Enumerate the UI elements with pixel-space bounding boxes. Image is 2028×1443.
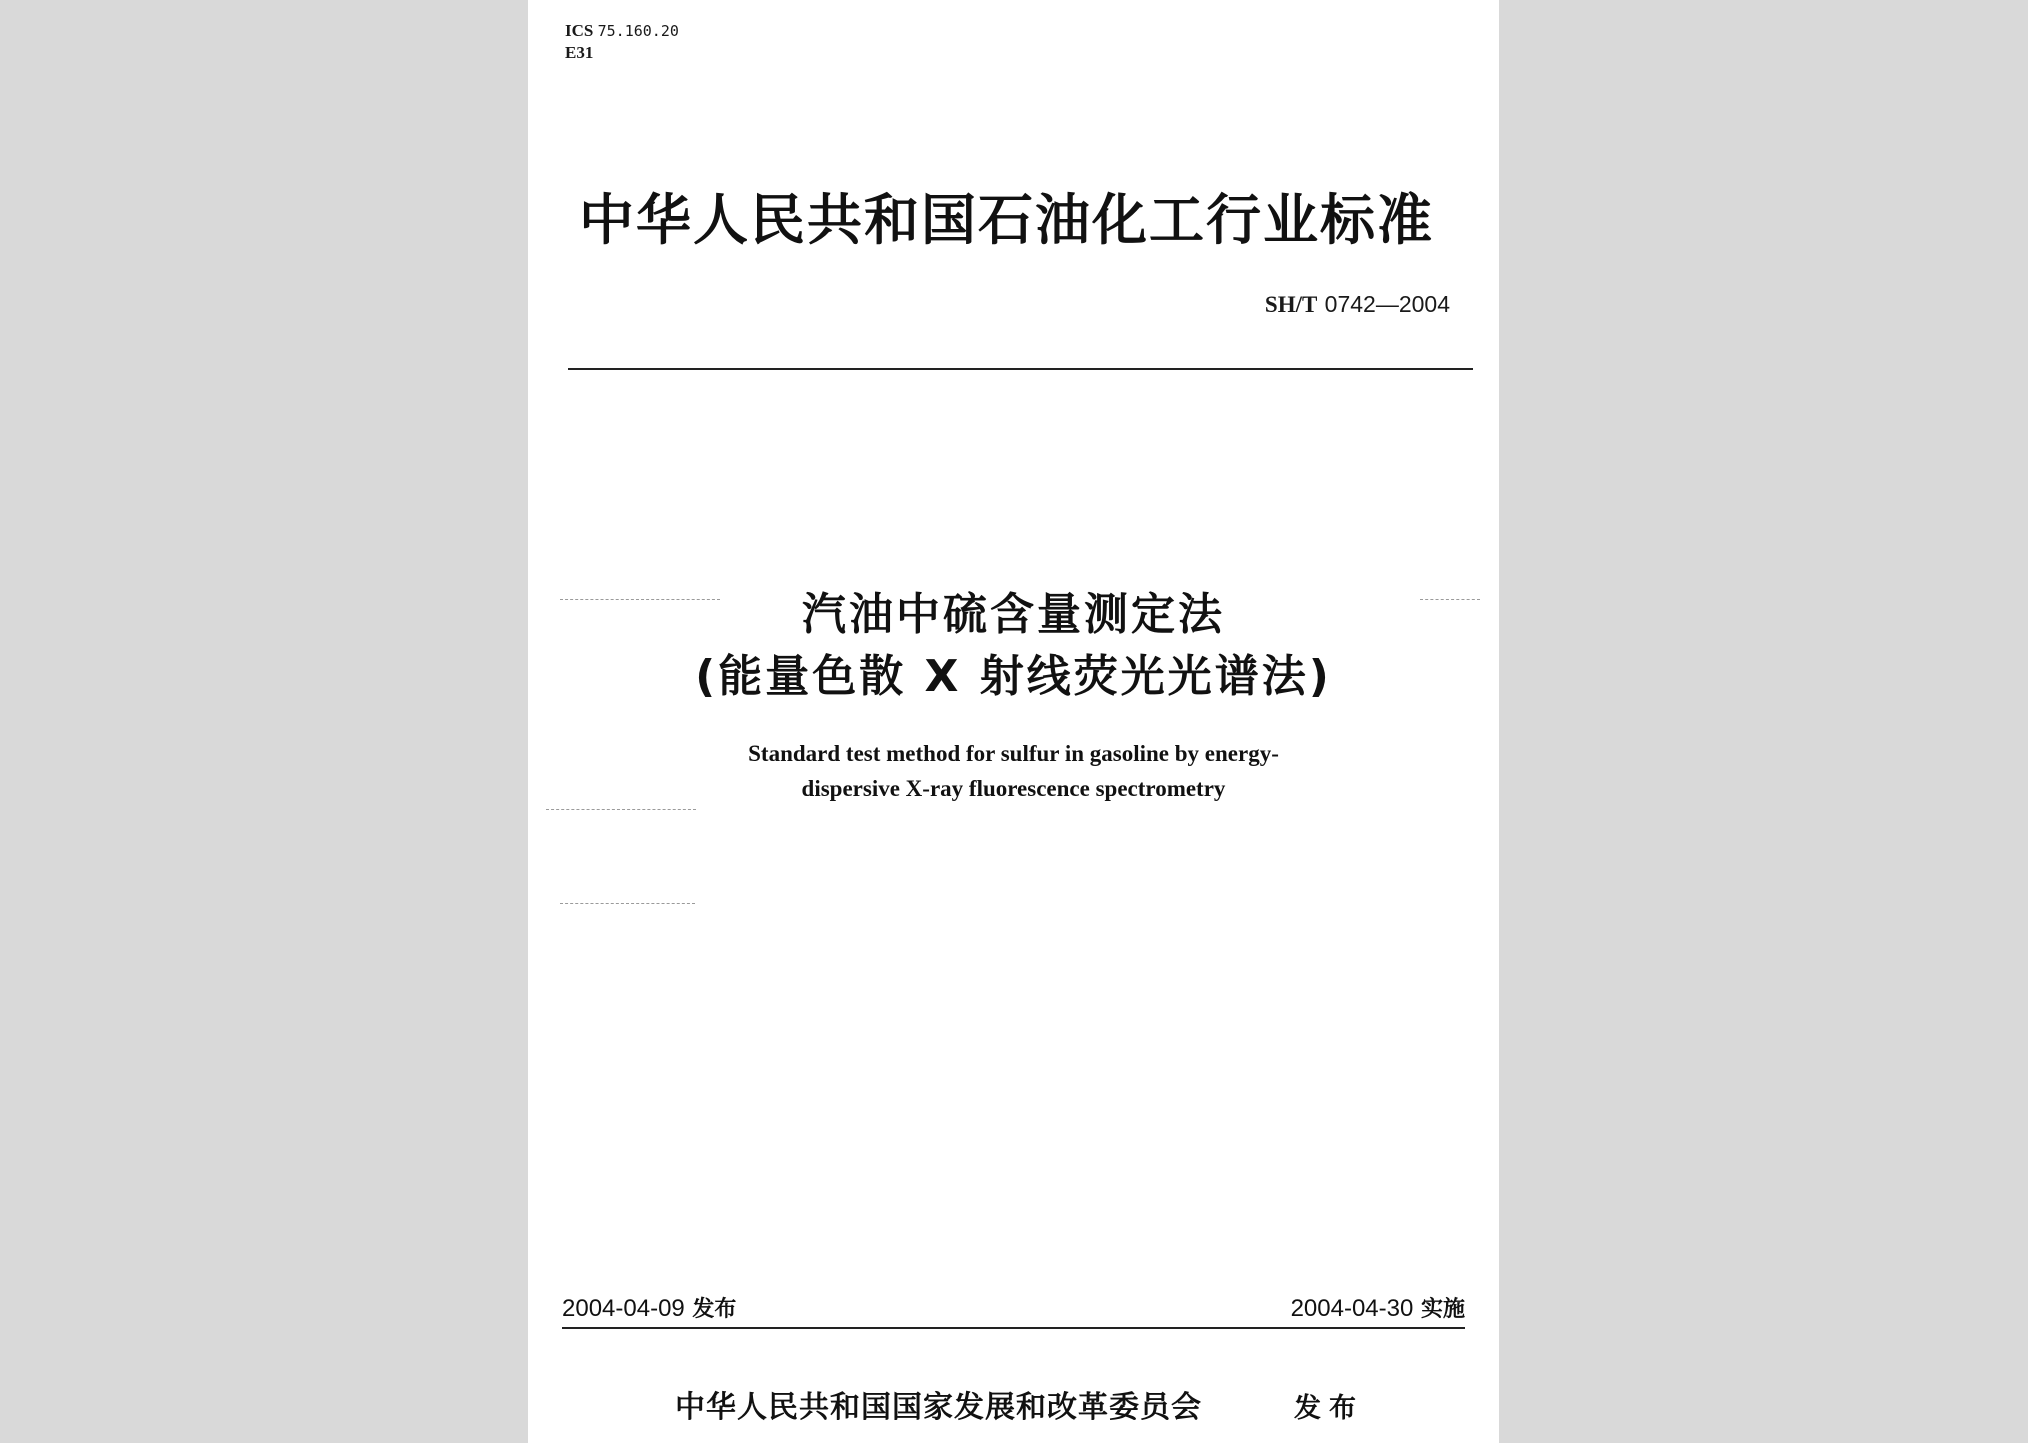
implementation-date (1291, 1292, 1465, 1323)
ics-label: ICS (565, 21, 594, 40)
issue-date-value: 2004-04-09 (562, 1295, 685, 1322)
standard-code-number: 0742—2004 (1324, 291, 1450, 317)
scan-artifact-line (560, 903, 695, 904)
title-cn-line1: 汽油中硫含量测定法 (802, 589, 1225, 640)
title-en-line1: Standard test method for sulfur in gasoline by energy- (748, 741, 1279, 766)
publisher-action: 发布 (1294, 1393, 1364, 1424)
scan-artifact-line (1420, 599, 1480, 600)
publisher-name: 中华人民共和国国家发展和改革委员会 (675, 1390, 1202, 1425)
issue-date-label: 发布 (692, 1297, 737, 1322)
document-page (528, 0, 1499, 1443)
issue-date (562, 1292, 736, 1323)
header-divider (568, 368, 1473, 370)
classification-codes (565, 20, 679, 63)
implementation-date-label: 实施 (1420, 1297, 1465, 1322)
footer-divider (562, 1327, 1465, 1329)
ics-value: 75.160.20 (597, 22, 679, 40)
title-cn-line2: (能量色散 X 射线荧光光谱法) (695, 651, 1332, 702)
ics-line (565, 20, 679, 42)
standard-code-prefix: SH/T (1264, 292, 1318, 317)
industry-standard-title: 中华人民共和国石油化工行业标准 (579, 188, 1435, 252)
scan-artifact-line (560, 599, 720, 600)
standard-code (1265, 291, 1450, 318)
implementation-date-value: 2004-04-30 (1290, 1295, 1414, 1322)
ccs-code: E31 (565, 43, 594, 62)
title-en-line2: dispersive X-ray fluorescence spectrometry (801, 776, 1226, 801)
scan-artifact-line (546, 809, 696, 810)
